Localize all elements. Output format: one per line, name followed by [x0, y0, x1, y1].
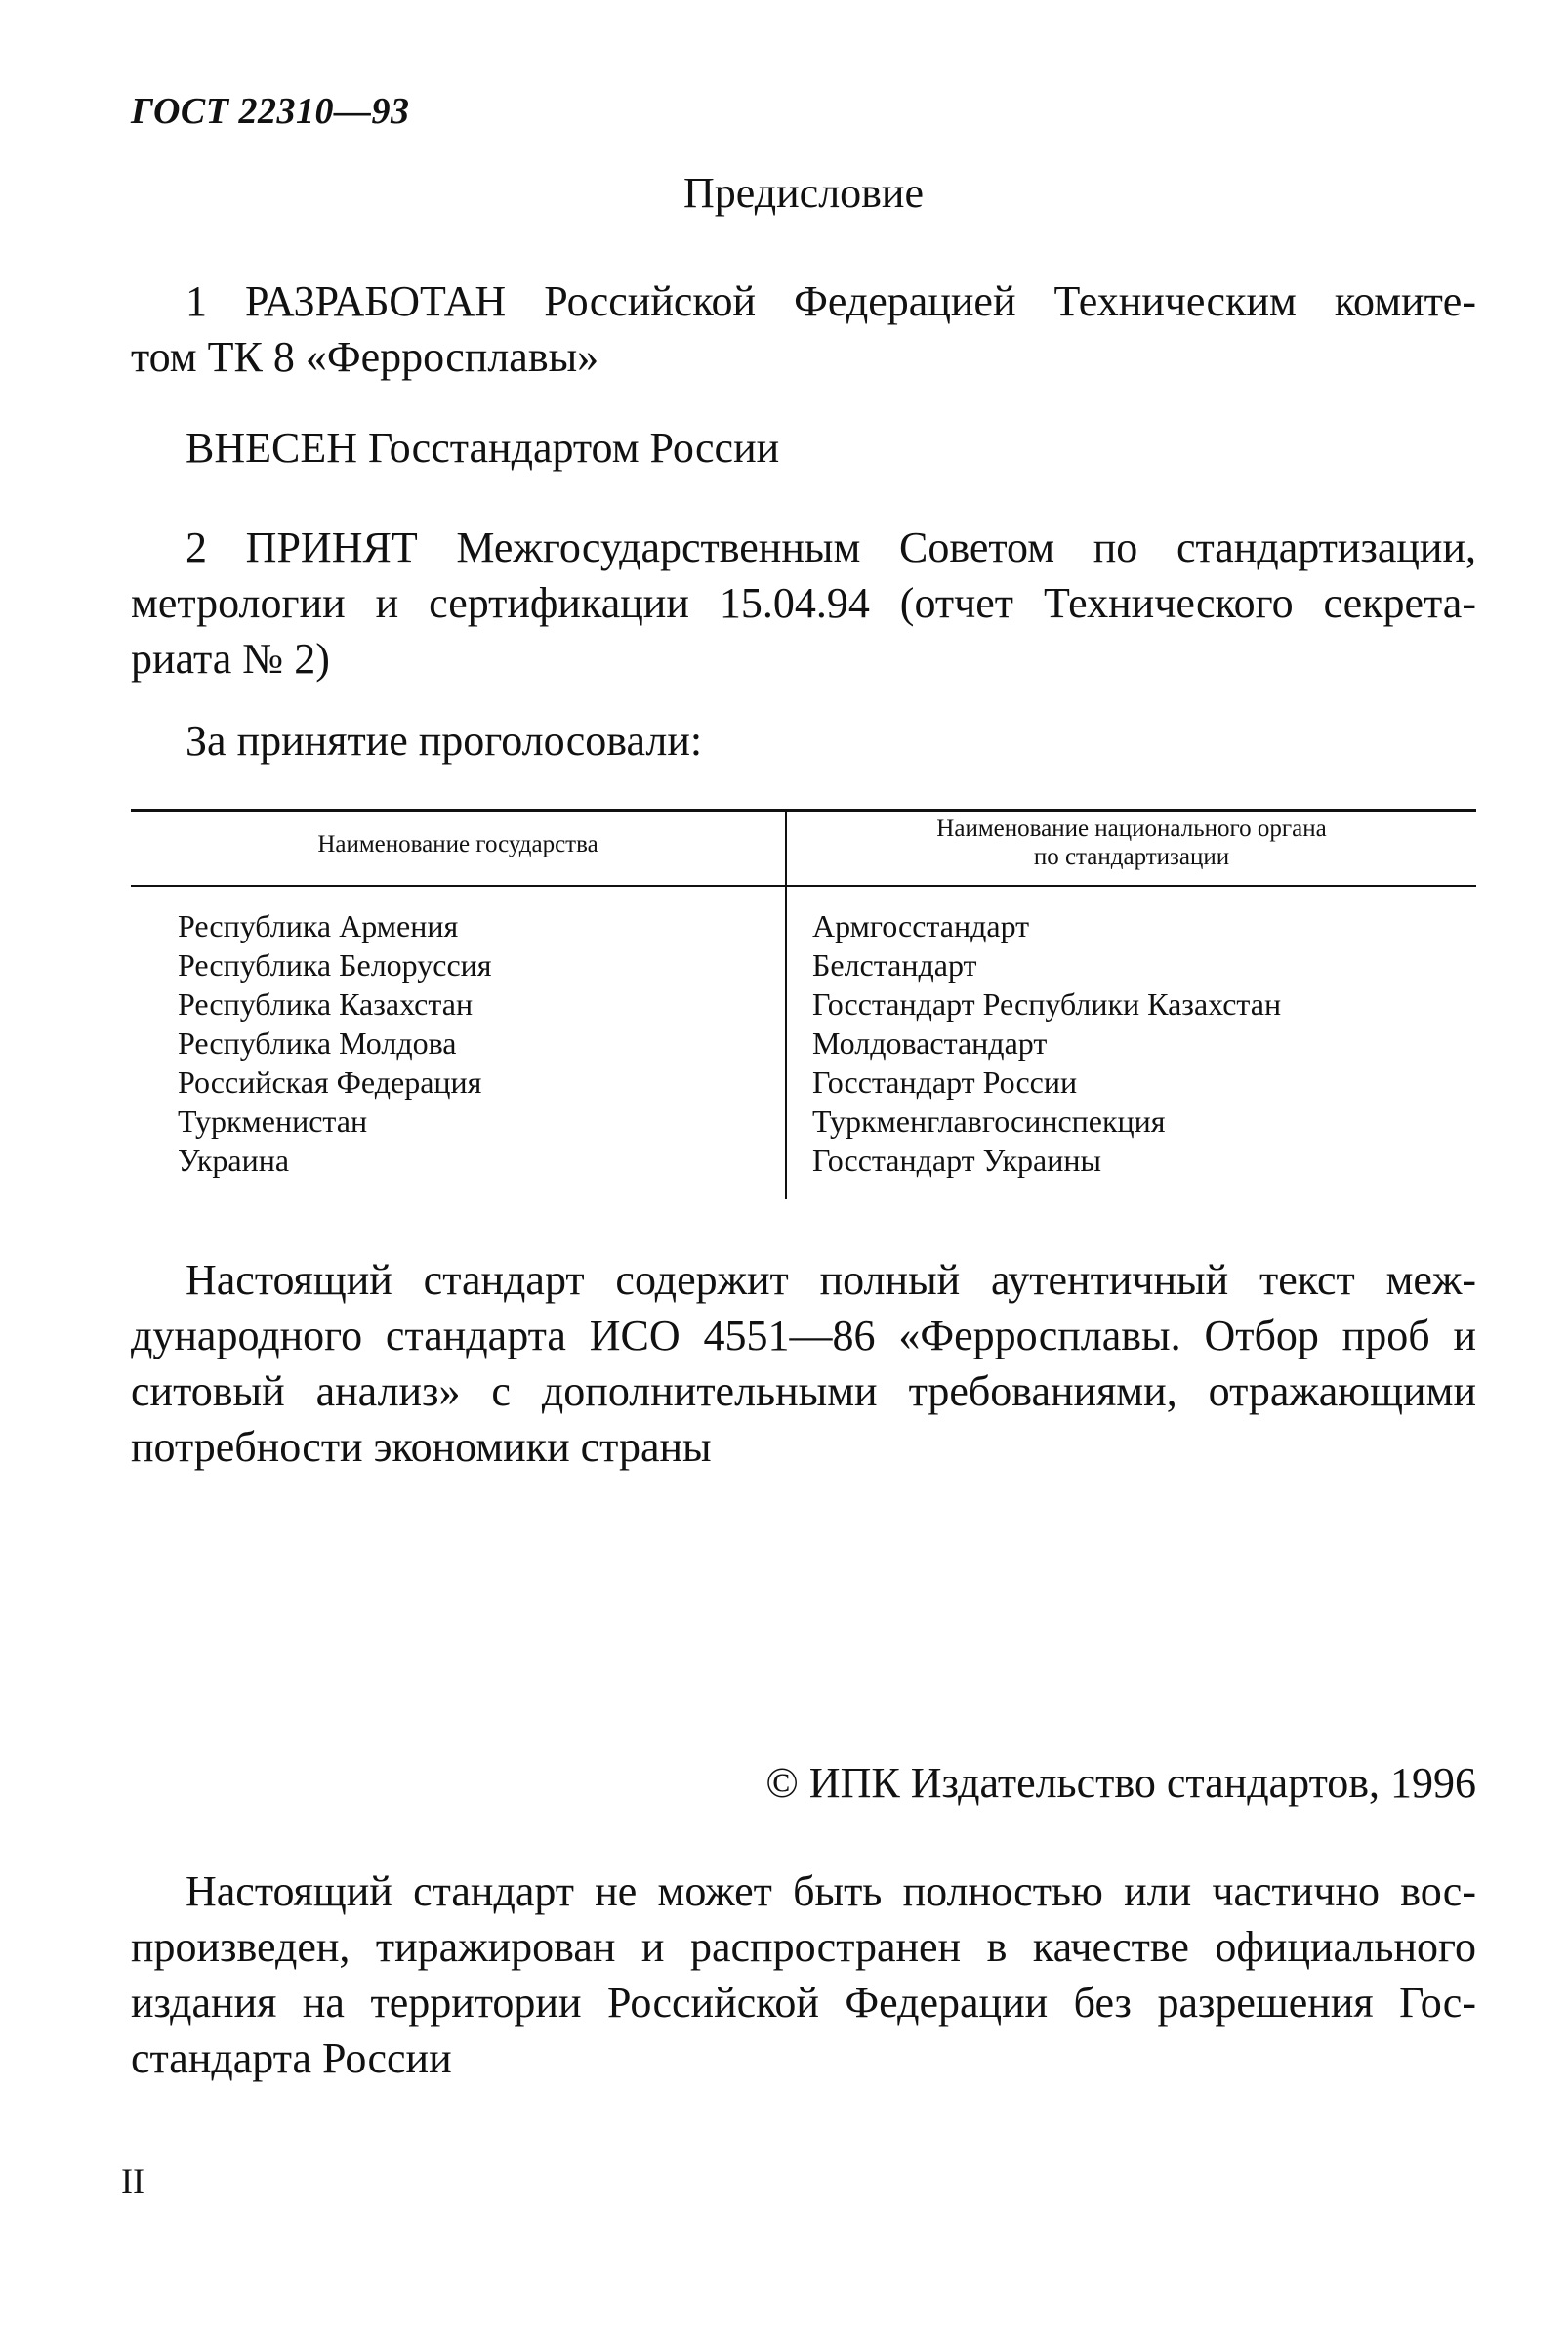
standard-note-line: потребности экономики страны	[131, 1423, 712, 1471]
body-cell: Армгосстандарт	[812, 908, 1030, 943]
body-cell: Госстандарт Республики Казахстан	[812, 986, 1282, 1022]
body-cell: Туркменглавгосинспекция	[812, 1104, 1166, 1139]
developed-line: 1 РАЗРАБОТАН Российской Федерацией Техническим комите-	[186, 277, 1476, 325]
state-cell: Республика Армения	[178, 908, 459, 943]
table-top-rule	[131, 809, 1476, 812]
state-cell: Республика Казахстан	[178, 986, 474, 1022]
body-cell: Госстандарт Украины	[812, 1143, 1101, 1178]
body-cell: Молдовастандарт	[812, 1025, 1048, 1061]
voted-line: За принятие проголосовали:	[186, 717, 703, 765]
column-header-body-line: по стандартизации	[1033, 844, 1230, 870]
standard-note-line: дународного стандарта ИСО 4551—86 «Ферросплавы. Отбор проб и	[131, 1312, 1476, 1359]
developed-line: том ТК 8 «Ферросплавы»	[131, 333, 599, 381]
standard-note-paragraph	[131, 1252, 1476, 1475]
rights-line: Настоящий стандарт не может быть полностью или частично вос-	[186, 1867, 1476, 1915]
page-title: Предисловие	[683, 169, 924, 217]
states-column	[178, 906, 492, 1180]
page-number: II	[121, 2161, 144, 2200]
bodies-column	[812, 906, 1281, 1180]
accepted-line: 2 ПРИНЯТ Межгосударственным Советом по стандартизации,	[186, 523, 1476, 571]
accepted-line: метрологии и сертификации 15.04.94 (отчет Технического секрета-	[131, 579, 1476, 627]
rights-paragraph	[131, 1863, 1476, 2086]
introduced-line: ВНЕСЕН Госстандартом России	[186, 424, 780, 472]
standard-note-line: ситовый анализ» с дополнительными требованиями, отражающими	[131, 1367, 1476, 1415]
body-cell: Госстандарт России	[812, 1065, 1078, 1100]
accepted-paragraph	[131, 520, 1476, 687]
introduced-paragraph	[131, 420, 1476, 476]
rights-line: произведен, тиражирован и распространен в качестве официального	[131, 1923, 1476, 1971]
state-cell: Туркменистан	[178, 1104, 368, 1139]
vote-table	[131, 809, 1476, 1199]
state-cell: Украина	[178, 1143, 290, 1178]
body-cell: Белстандарт	[812, 947, 977, 983]
column-header-state: Наименование государства	[317, 831, 598, 857]
state-cell: Республика Белоруссия	[178, 947, 492, 983]
developed-paragraph	[131, 273, 1476, 385]
column-header-body-line: Наименование национального органа	[936, 816, 1327, 842]
rights-line: издания на территории Российской Федерации без разрешения Гос-	[131, 1979, 1476, 2027]
copyright-notice: © ИПК Издательство стандартов, 1996	[765, 1759, 1476, 1807]
standard-note-line: Настоящий стандарт содержит полный аутентичный текст меж-	[186, 1256, 1476, 1304]
rights-line: стандарта России	[131, 2034, 452, 2082]
accepted-line: риата № 2)	[131, 635, 330, 683]
state-cell: Российская Федерация	[178, 1065, 482, 1100]
column-header-body	[787, 815, 1476, 871]
document-code: ГОСТ 22310—93	[131, 91, 410, 132]
state-cell: Республика Молдова	[178, 1025, 457, 1061]
voted-label	[131, 713, 1476, 769]
table-header-rule	[131, 885, 1476, 887]
